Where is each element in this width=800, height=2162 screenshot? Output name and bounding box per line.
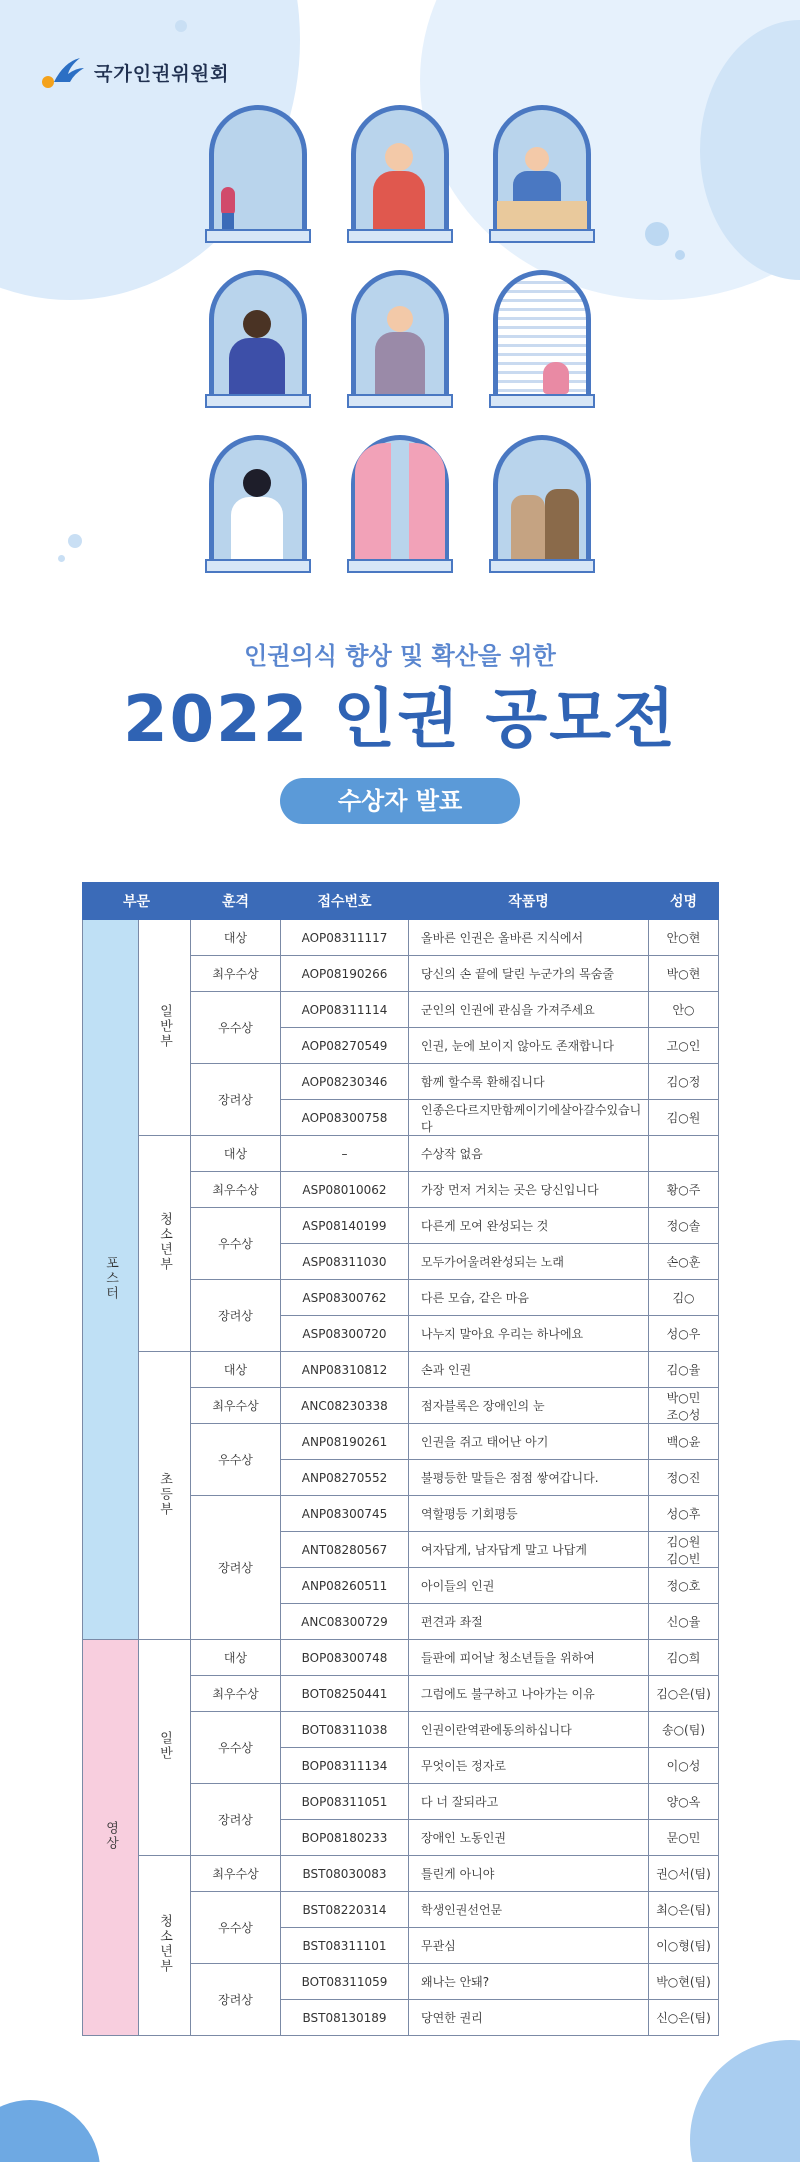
entry-id-cell: ANP08300745 bbox=[281, 1496, 409, 1532]
division-label: 청소년부 bbox=[157, 1914, 172, 1974]
col-header-entry-id: 접수번호 bbox=[281, 883, 409, 920]
work-title-cell: 다 너 잘되라고 bbox=[409, 1784, 649, 1820]
bg-dot-4 bbox=[68, 534, 82, 548]
award-cell: 최우수상 bbox=[191, 1856, 281, 1892]
winner-name-cell: 정○진 bbox=[649, 1460, 719, 1496]
awards-table bbox=[82, 882, 719, 2036]
work-title-cell: 올바른 인권은 올바른 지식에서 bbox=[409, 920, 649, 956]
work-title-cell: 당연한 권리 bbox=[409, 2000, 649, 2036]
award-cell: 최우수상 bbox=[191, 1172, 281, 1208]
winner-name-cell: 성○후 bbox=[649, 1496, 719, 1532]
entry-id-cell: AOP08300758 bbox=[281, 1100, 409, 1136]
work-title-cell: 함께 할수록 환해집니다 bbox=[409, 1064, 649, 1100]
division-cell bbox=[139, 1352, 191, 1640]
winner-name-cell: 이○형(팀) bbox=[649, 1928, 719, 1964]
award-cell: 우수상 bbox=[191, 1208, 281, 1280]
award-cell: 최우수상 bbox=[191, 1388, 281, 1424]
entry-id-cell: BOP08300748 bbox=[281, 1640, 409, 1676]
table-row bbox=[83, 920, 719, 956]
award-cell: 최우수상 bbox=[191, 1676, 281, 1712]
winner-name-cell: 최○은(팀) bbox=[649, 1892, 719, 1928]
entry-id-cell: BOP08180233 bbox=[281, 1820, 409, 1856]
table-row bbox=[83, 1640, 719, 1676]
division-cell bbox=[139, 1136, 191, 1352]
logo-emblem-icon bbox=[40, 52, 86, 92]
entry-id-cell: ASP08300762 bbox=[281, 1280, 409, 1316]
division-cell bbox=[139, 1640, 191, 1856]
winner-name-cell: 박○현(팀) bbox=[649, 1964, 719, 2000]
bg-blob-bottom-right bbox=[690, 2040, 800, 2162]
winner-name-cell: 안○ bbox=[649, 992, 719, 1028]
table-row bbox=[83, 1136, 719, 1172]
entry-id-cell: BOT08250441 bbox=[281, 1676, 409, 1712]
winner-name-cell: 백○윤 bbox=[649, 1424, 719, 1460]
work-title-cell: 인권을 쥐고 태어난 아기 bbox=[409, 1424, 649, 1460]
col-header-title: 작품명 bbox=[409, 883, 649, 920]
work-title-cell: 장애인 노동인권 bbox=[409, 1820, 649, 1856]
entry-id-cell: ANT08280567 bbox=[281, 1532, 409, 1568]
winner-name-cell: 권○서(팀) bbox=[649, 1856, 719, 1892]
entry-id-cell: BST08311101 bbox=[281, 1928, 409, 1964]
work-title-cell: 무관심 bbox=[409, 1928, 649, 1964]
award-cell: 대상 bbox=[191, 920, 281, 956]
entry-id-cell: AOP08190266 bbox=[281, 956, 409, 992]
entry-id-cell: BOT08311038 bbox=[281, 1712, 409, 1748]
entry-id-cell: ANC08300729 bbox=[281, 1604, 409, 1640]
work-title-cell: 군인의 인권에 관심을 가져주세요 bbox=[409, 992, 649, 1028]
entry-id-cell: ASP08311030 bbox=[281, 1244, 409, 1280]
winner-name-cell: 신○율 bbox=[649, 1604, 719, 1640]
page-title: 2022 인권 공모전 bbox=[123, 683, 677, 757]
division-label: 일반부 bbox=[157, 1003, 172, 1049]
org-name: 국가인권위원회 bbox=[94, 62, 230, 85]
winner-name-cell: 문○민 bbox=[649, 1820, 719, 1856]
col-header-name: 성명 bbox=[649, 883, 719, 920]
work-title-cell: 그럼에도 불구하고 나아가는 이유 bbox=[409, 1676, 649, 1712]
work-title-cell: 손과 인권 bbox=[409, 1352, 649, 1388]
winner-name-cell: 김○정 bbox=[649, 1064, 719, 1100]
award-cell: 우수상 bbox=[191, 1712, 281, 1784]
work-title-cell: 아이들의 인권 bbox=[409, 1568, 649, 1604]
work-title-cell: 다른게 모여 완성되는 것 bbox=[409, 1208, 649, 1244]
page-subtitle: 인권의식 향상 및 확산을 위한 bbox=[244, 642, 556, 670]
winners-badge: 수상자 발표 bbox=[280, 778, 520, 824]
window-grandma bbox=[347, 105, 453, 245]
work-title-cell: 당신의 손 끝에 달린 누군가의 목숨줄 bbox=[409, 956, 649, 992]
winner-name-cell: 김○희 bbox=[649, 1640, 719, 1676]
window-painter bbox=[489, 105, 595, 245]
award-cell: 장려상 bbox=[191, 1964, 281, 2036]
award-cell: 우수상 bbox=[191, 1892, 281, 1964]
winner-name-cell: 박○민 조○성 bbox=[649, 1388, 719, 1424]
entry-id-cell: BOT08311059 bbox=[281, 1964, 409, 2000]
winner-name-cell: 김○ bbox=[649, 1280, 719, 1316]
winner-name-cell: 정○호 bbox=[649, 1568, 719, 1604]
award-cell: 장려상 bbox=[191, 1064, 281, 1136]
award-cell: 대상 bbox=[191, 1640, 281, 1676]
division-label: 청소년부 bbox=[157, 1212, 172, 1272]
entry-id-cell: BST08030083 bbox=[281, 1856, 409, 1892]
entry-id-cell: AOP08230346 bbox=[281, 1064, 409, 1100]
entry-id-cell: ASP08300720 bbox=[281, 1316, 409, 1352]
winner-name-cell: 안○현 bbox=[649, 920, 719, 956]
entry-id-cell: ANP08190261 bbox=[281, 1424, 409, 1460]
entry-id-cell: BST08130189 bbox=[281, 2000, 409, 2036]
winner-name-cell: 성○우 bbox=[649, 1316, 719, 1352]
category-cell bbox=[83, 1640, 139, 2036]
award-cell: 대상 bbox=[191, 1136, 281, 1172]
work-title-cell: 다른 모습, 같은 마음 bbox=[409, 1280, 649, 1316]
bg-dot-5 bbox=[58, 555, 65, 562]
awards-table-body bbox=[83, 920, 719, 2036]
winner-name-cell: 신○은(팀) bbox=[649, 2000, 719, 2036]
bg-dot-2 bbox=[645, 222, 669, 246]
window-tourists bbox=[489, 435, 595, 575]
bg-blob-bottom-left bbox=[0, 2100, 100, 2162]
entry-id-cell: ANP08260511 bbox=[281, 1568, 409, 1604]
winner-name-cell: 김○은(팀) bbox=[649, 1676, 719, 1712]
winner-name-cell: 박○현 bbox=[649, 956, 719, 992]
winner-name-cell: 손○훈 bbox=[649, 1244, 719, 1280]
winner-name-cell: 양○옥 bbox=[649, 1784, 719, 1820]
award-cell: 우수상 bbox=[191, 1424, 281, 1496]
entry-id-cell: AOP08311117 bbox=[281, 920, 409, 956]
award-cell: 장려상 bbox=[191, 1496, 281, 1640]
table-header-row bbox=[83, 883, 719, 920]
work-title-cell: 틀린게 아니야 bbox=[409, 1856, 649, 1892]
award-cell: 우수상 bbox=[191, 992, 281, 1064]
winner-name-cell: 황○주 bbox=[649, 1172, 719, 1208]
col-header-award: 훈격 bbox=[191, 883, 281, 920]
work-title-cell: 무엇이든 정자로 bbox=[409, 1748, 649, 1784]
entry-id-cell: ANP08270552 bbox=[281, 1460, 409, 1496]
work-title-cell: 인권이란역관에동의하십니다 bbox=[409, 1712, 649, 1748]
winner-name-cell: 이○성 bbox=[649, 1748, 719, 1784]
bg-dot-1 bbox=[175, 20, 187, 32]
work-title-cell: 여자답게, 남자답게 말고 나답게 bbox=[409, 1532, 649, 1568]
division-label: 일반 bbox=[157, 1731, 172, 1761]
division-label: 초등부 bbox=[157, 1471, 172, 1517]
window-reader bbox=[205, 270, 311, 410]
division-cell bbox=[139, 1856, 191, 2036]
work-title-cell: 모두가어울려완성되는 노래 bbox=[409, 1244, 649, 1280]
award-cell: 장려상 bbox=[191, 1280, 281, 1352]
work-title-cell: 학생인권선언문 bbox=[409, 1892, 649, 1928]
category-label: 영상 bbox=[103, 1821, 118, 1851]
winner-name-cell: 김○율 bbox=[649, 1352, 719, 1388]
entry-id-cell: AOP08311114 bbox=[281, 992, 409, 1028]
table-row bbox=[83, 1856, 719, 1892]
work-title-cell: 점자블록은 장애인의 눈 bbox=[409, 1388, 649, 1424]
work-title-cell: 수상작 없음 bbox=[409, 1136, 649, 1172]
window-woman-phone bbox=[205, 435, 311, 575]
entry-id-cell: – bbox=[281, 1136, 409, 1172]
entry-id-cell: BOP08311134 bbox=[281, 1748, 409, 1784]
work-title-cell: 나누지 말아요 우리는 하나에요 bbox=[409, 1316, 649, 1352]
work-title-cell: 가장 먼저 거치는 곳은 당신입니다 bbox=[409, 1172, 649, 1208]
winner-name-cell bbox=[649, 1136, 719, 1172]
work-title-cell: 역할평등 기회평등 bbox=[409, 1496, 649, 1532]
entry-id-cell: BOP08311051 bbox=[281, 1784, 409, 1820]
entry-id-cell: BST08220314 bbox=[281, 1892, 409, 1928]
entry-id-cell: AOP08270549 bbox=[281, 1028, 409, 1064]
winner-name-cell: 김○원 bbox=[649, 1100, 719, 1136]
entry-id-cell: ANC08230338 bbox=[281, 1388, 409, 1424]
bg-dot-3 bbox=[675, 250, 685, 260]
winner-name-cell: 송○(팀) bbox=[649, 1712, 719, 1748]
award-cell: 대상 bbox=[191, 1352, 281, 1388]
org-logo bbox=[40, 52, 229, 92]
window-blinds-cat bbox=[489, 270, 595, 410]
work-title-cell: 인권, 눈에 보이지 않아도 존재합니다 bbox=[409, 1028, 649, 1064]
winner-name-cell: 고○인 bbox=[649, 1028, 719, 1064]
category-cell bbox=[83, 920, 139, 1640]
award-cell: 최우수상 bbox=[191, 956, 281, 992]
work-title-cell: 불평등한 말들은 점점 쌓여갑니다. bbox=[409, 1460, 649, 1496]
col-header-category: 부문 bbox=[83, 883, 191, 920]
work-title-cell: 인종은다르지만함께이기에살아갈수있습니다 bbox=[409, 1100, 649, 1136]
division-cell bbox=[139, 920, 191, 1136]
entry-id-cell: ASP08140199 bbox=[281, 1208, 409, 1244]
winner-name-cell: 정○솔 bbox=[649, 1208, 719, 1244]
entry-id-cell: ASP08010062 bbox=[281, 1172, 409, 1208]
work-title-cell: 들판에 피어날 청소년들을 위하여 bbox=[409, 1640, 649, 1676]
window-artist bbox=[347, 270, 453, 410]
work-title-cell: 왜나는 안돼? bbox=[409, 1964, 649, 2000]
window-plant bbox=[205, 105, 311, 245]
window-curtains bbox=[347, 435, 453, 575]
category-label: 포스터 bbox=[103, 1255, 118, 1301]
award-cell: 장려상 bbox=[191, 1784, 281, 1856]
table-row bbox=[83, 1352, 719, 1388]
entry-id-cell: ANP08310812 bbox=[281, 1352, 409, 1388]
winner-name-cell: 김○원 김○빈 bbox=[649, 1532, 719, 1568]
work-title-cell: 편견과 좌절 bbox=[409, 1604, 649, 1640]
